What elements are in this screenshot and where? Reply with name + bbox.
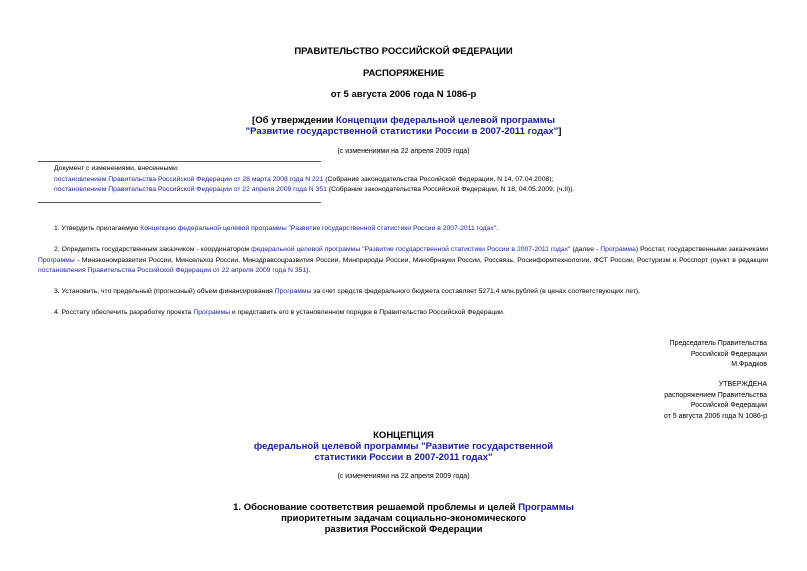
- item-1-end: .: [496, 225, 499, 232]
- signature-country: Российской Федерации: [690, 350, 767, 358]
- approved-by: распоряжением Правительства: [664, 391, 767, 399]
- changes-line-1: [54, 175, 774, 186]
- item-2-text-b: (далее -: [570, 246, 601, 253]
- concept-title: КОНЦЕПЦИЯ: [373, 430, 434, 441]
- item-2: [38, 245, 768, 277]
- item-1-link[interactable]: Концепцию федеральной целевой программы "Развитие государственной статистики России в 2007-2011 годах": [140, 225, 497, 232]
- concept-amended-note: (с изменениями на 22 апреля 2009 года): [337, 473, 470, 480]
- concept-subtitle: [0, 441, 807, 463]
- section-1-text: 1. Обоснование соответствия решаемой проблемы и целей: [233, 502, 519, 513]
- concept-link-2[interactable]: статистики России в 2007-2011 годах": [314, 452, 493, 463]
- changes-line-1-rest: (Собрание законодательства Российской Федерации, N 14, 07.04.2008);: [323, 175, 554, 183]
- item-2-link-decree[interactable]: постановления Правительства Российской Федерации от 22 апреля 2009 года N 351: [38, 267, 307, 274]
- signature-block: [670, 339, 767, 371]
- title-link-concept[interactable]: Концепции федеральной целевой программы: [335, 115, 555, 126]
- approved-date: от 5 августа 2006 года N 1086-р: [663, 412, 767, 420]
- concept-link-1[interactable]: федеральной целевой программы "Развитие государственной: [253, 441, 554, 452]
- item-2-text-a: 2. Определить государственным заказчиком - координатором: [54, 246, 252, 253]
- item-2-link-program[interactable]: федеральной целевой программы "Развитие государственной статистики России в 2007-2011 годах": [251, 246, 571, 253]
- amended-note: (с изменениями на 22 апреля 2009 года): [337, 148, 470, 155]
- item-4-text-a: 4. Росстату обеспечить разработку проекта: [54, 309, 194, 316]
- section-1-link[interactable]: Программы: [518, 502, 574, 513]
- item-3: [38, 287, 768, 298]
- section-1-heading: [0, 502, 807, 535]
- approved-country: Российской Федерации: [690, 402, 767, 409]
- item-3-text-a: 3. Установить, что предельный (прогнозный) объем финансирования: [54, 288, 275, 295]
- item-3-text-b: за счет средств федерального бюджета составляет 5271,4 млн.рублей (в ценах соответствующих лет).: [311, 288, 641, 295]
- header-doc-type: РАСПОРЯЖЕНИЕ: [362, 68, 445, 79]
- item-1-text: 1. Утвердить прилагаемую: [54, 225, 141, 232]
- item-2-link-short[interactable]: Программа: [600, 246, 636, 253]
- changes-link-2008[interactable]: постановлением Правительства Российской Федерации от 28 марта 2008 года N 221: [54, 175, 324, 183]
- document-title: [0, 115, 807, 137]
- title-link-program[interactable]: "Развитие государственной статистики России в 2007-2011 годах": [245, 126, 559, 137]
- approved-title: УТВЕРЖДЕНА: [718, 381, 767, 388]
- item-3-link[interactable]: Программы: [274, 288, 312, 295]
- changes-divider-top: [38, 161, 321, 162]
- approved-block: [664, 380, 767, 422]
- signature-name: М.Фрадков: [731, 361, 767, 368]
- section-1-line-2: приоритетным задачам социально-экономического: [281, 513, 526, 524]
- item-2-text-c: ) Росстат, государственными заказчиками: [635, 246, 769, 253]
- changes-line-2-rest: (Собрание законодательства Российской Федерации, N 18, 04.05.2009, (ч.II)).: [326, 186, 575, 193]
- changes-link-2009[interactable]: постановлением Правительства Российской Федерации от 22 апреля 2009 года N 351: [54, 186, 327, 193]
- title-bracket-open: [Об утверждении: [252, 115, 336, 126]
- item-2-text-e: ).: [306, 267, 311, 274]
- section-1-line-3: развития Российской Федерации: [324, 524, 483, 535]
- header-government: ПРАВИТЕЛЬСТВО РОССИЙСКОЙ ФЕДЕРАЦИИ: [294, 46, 513, 57]
- title-bracket-close: ]: [558, 126, 562, 137]
- item-2-link-programs[interactable]: Программы: [38, 256, 75, 264]
- changes-intro: Документ с изменениями, внесенными:: [54, 165, 179, 172]
- item-1: [38, 224, 768, 235]
- changes-divider-bottom: [38, 202, 321, 203]
- item-4: [38, 308, 768, 319]
- item-2-text-d: - Минэкономразвития России, Минсельхоз России, Минздравсоцразвития России, Минприроды России, Минобрнауки России, Россвязь, Росинформтехнологии, ФСТ России, Ростуризм и Росспорт (пункт в редакции: [74, 256, 768, 264]
- changes-line-2: [54, 185, 774, 196]
- item-4-link[interactable]: Программы: [193, 309, 231, 316]
- changes-block: [54, 164, 774, 196]
- signature-position: Председатель Правительства: [669, 340, 767, 347]
- item-4-text-b: и представить его в установленном порядке в Правительство Российской Федерации.: [230, 309, 505, 316]
- header-date-number: от 5 августа 2006 года N 1086-р: [330, 89, 477, 100]
